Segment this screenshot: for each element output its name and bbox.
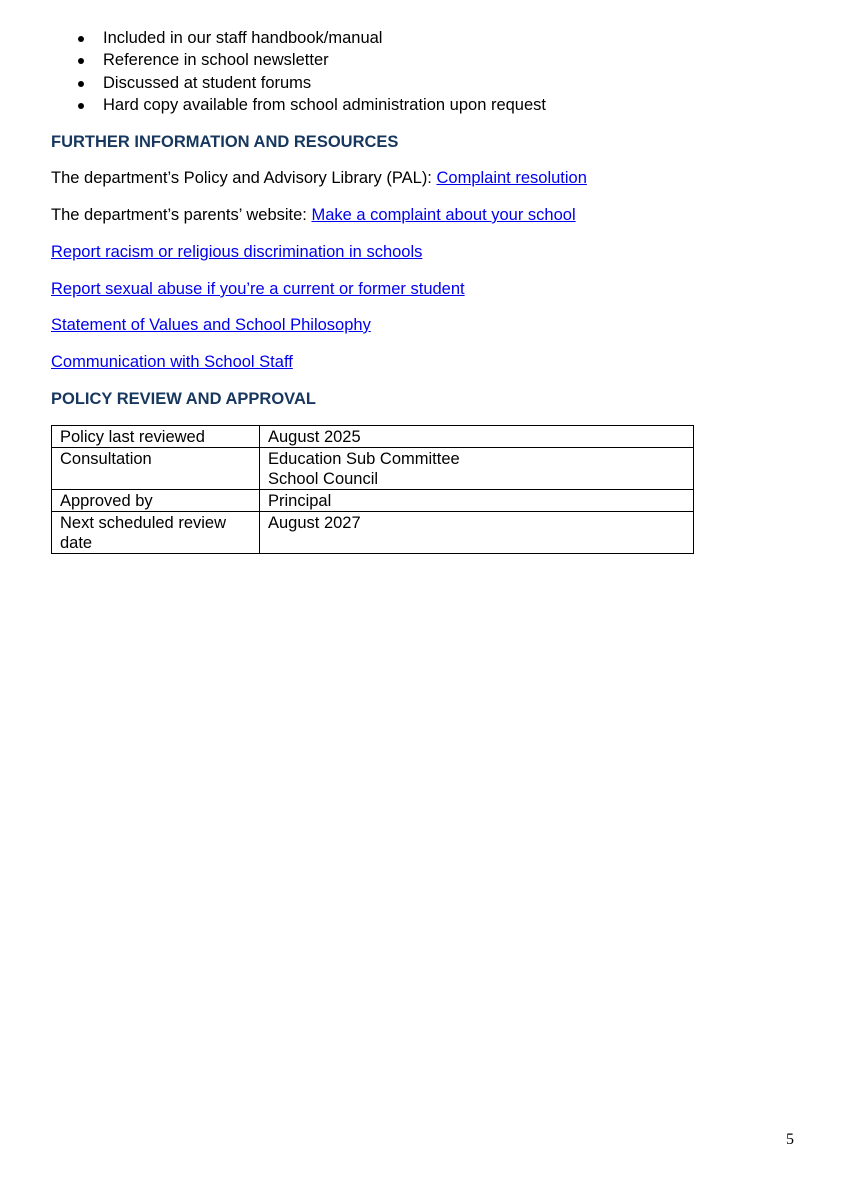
policy-review-table — [51, 425, 694, 554]
table-row — [52, 490, 694, 512]
row-value — [260, 426, 694, 448]
row-value-line: Education Sub Committee — [268, 450, 460, 468]
row-value-line: Principal — [268, 492, 332, 510]
report-racism-link[interactable]: Report racism or religious discrimination in schools — [51, 243, 423, 261]
policy-review-heading: POLICY REVIEW AND APPROVAL — [51, 390, 316, 408]
list-item — [51, 49, 546, 71]
row-value-line: School Council — [268, 470, 379, 488]
pal-prefix: The department’s Policy and Advisory Library (PAL): — [51, 169, 437, 187]
bullet-icon — [78, 36, 84, 42]
list-item-text: Hard copy available from school administration upon request — [103, 95, 546, 114]
sexual-abuse-link-paragraph — [51, 279, 465, 299]
communication-methods-list — [51, 27, 546, 116]
list-item — [51, 94, 546, 116]
row-value — [260, 448, 694, 490]
row-value — [260, 512, 694, 554]
page-number: 5 — [786, 1131, 794, 1148]
further-info-heading: FURTHER INFORMATION AND RESOURCES — [51, 133, 399, 151]
row-value — [260, 490, 694, 512]
complaint-resolution-link[interactable]: Complaint resolution — [436, 169, 587, 187]
row-label: Next scheduled review date — [52, 512, 260, 554]
report-sexual-abuse-link[interactable]: Report sexual abuse if you’re a current or former student — [51, 280, 465, 298]
row-value-line: August 2027 — [268, 514, 361, 532]
row-label: Consultation — [52, 448, 260, 490]
statement-of-values-link[interactable]: Statement of Values and School Philosophy — [51, 316, 371, 334]
table-row — [52, 426, 694, 448]
row-value-line: August 2025 — [268, 428, 361, 446]
make-complaint-link[interactable]: Make a complaint about your school — [311, 206, 576, 224]
parents-website-paragraph — [51, 205, 576, 225]
parents-prefix: The department’s parents’ website: — [51, 206, 312, 224]
list-item-text: Reference in school newsletter — [103, 51, 329, 70]
row-label: Approved by — [52, 490, 260, 512]
row-label: Policy last reviewed — [52, 426, 260, 448]
pal-paragraph — [51, 168, 587, 188]
values-link-paragraph — [51, 315, 371, 335]
bullet-icon — [78, 58, 84, 64]
list-item — [51, 72, 546, 94]
communication-link-paragraph — [51, 352, 293, 372]
communication-staff-link[interactable]: Communication with School Staff — [51, 353, 293, 371]
list-item-text: Discussed at student forums — [103, 73, 312, 92]
bullet-icon — [78, 81, 84, 87]
list-item-text: Included in our staff handbook/manual — [103, 29, 383, 47]
table-row — [52, 512, 694, 554]
table-row — [52, 448, 694, 490]
bullet-icon — [78, 103, 84, 109]
racism-link-paragraph — [51, 242, 422, 262]
list-item — [51, 27, 546, 49]
